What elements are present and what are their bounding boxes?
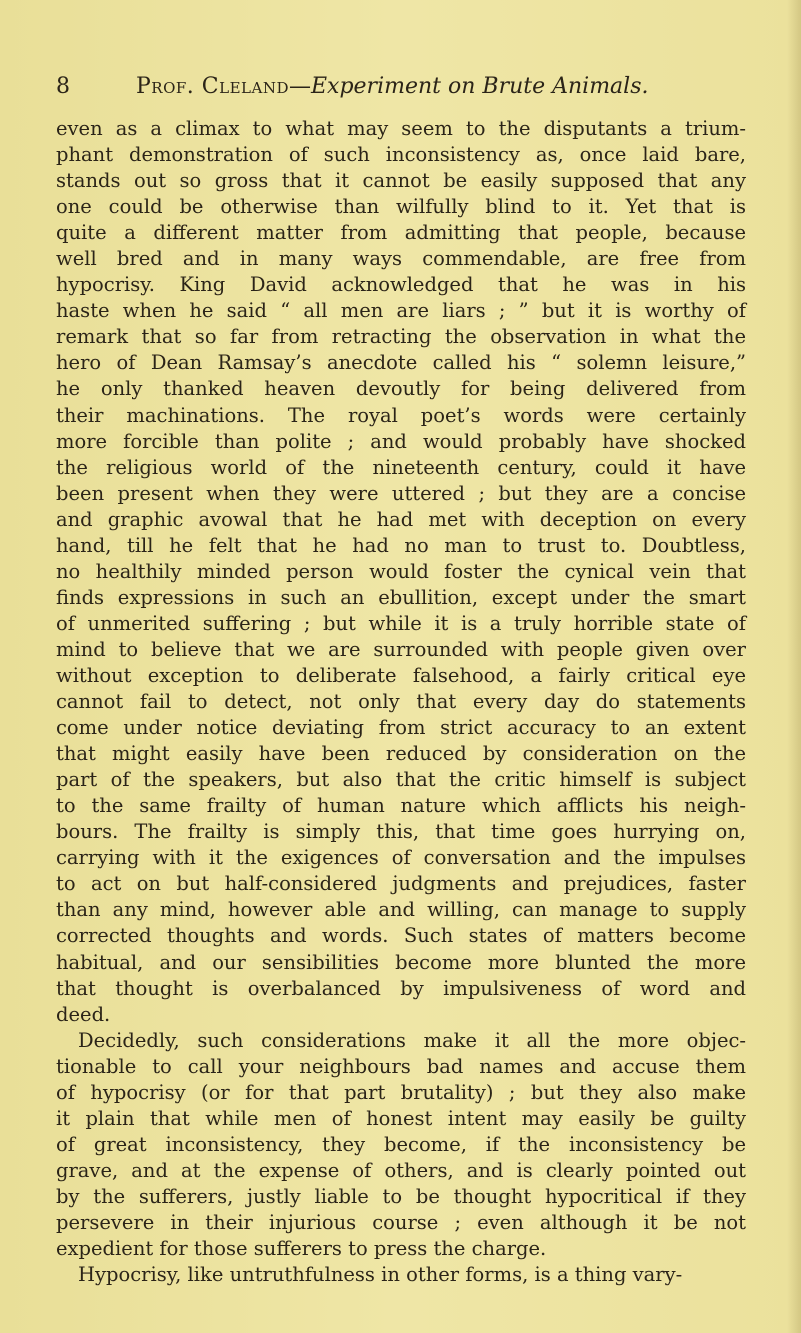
text-line: stands out so gross that it cannot be easily supposed that any <box>56 169 746 193</box>
text-line: haste when he said “ all men are liars ; ” but it is worthy of <box>56 299 746 323</box>
text-line: been present when they were uttered ; but they are a concise <box>56 481 746 505</box>
text-line: their machinations. The royal poet’s words were certainly <box>56 403 746 427</box>
page-number: 8 <box>56 74 70 99</box>
header-dash: — <box>288 74 311 99</box>
text-line: grave, and at the expense of others, and is clearly pointed out <box>56 1158 746 1182</box>
text-line: of great inconsistency, they become, if the inconsistency be <box>56 1132 746 1156</box>
text-line: that thought is overbalanced by impulsiveness of word and <box>56 976 746 1000</box>
text-line: no healthily minded person would foster the cynical vein that <box>56 559 746 583</box>
text-line: than any mind, however able and willing, can manage to supply <box>56 898 746 922</box>
text-line: mind to believe that we are surrounded with people given over <box>56 637 746 661</box>
text-line: without exception to deliberate falsehood, a fairly critical eye <box>56 663 746 687</box>
text-line: to act on but half-considered judgments and prejudices, faster <box>56 872 746 896</box>
text-line: he only thanked heaven devoutly for being delivered from <box>56 377 746 401</box>
text-line: hand, till he felt that he had no man to trust to. Doubtless, <box>56 533 746 557</box>
text-line: habitual, and our sensibilities become more blunted the more <box>56 950 746 974</box>
body-text <box>56 116 746 1288</box>
text-line: of hypocrisy (or for that part brutality) ; but they also make <box>56 1080 746 1104</box>
text-line: phant demonstration of such inconsistency as, once laid bare, <box>56 143 746 167</box>
running-header <box>56 74 761 99</box>
text-line: hero of Dean Ramsay’s anecdote called his “ solemn leisure,” <box>56 351 746 375</box>
text-line: to the same frailty of human nature which afflicts his neigh- <box>56 794 746 818</box>
paragraph <box>56 1028 746 1262</box>
text-line: and graphic avowal that he had met with deception on every <box>56 507 746 531</box>
text-line: part of the speakers, but also that the critic himself is subject <box>56 768 746 792</box>
header-title: Experiment on Brute Animals. <box>310 74 649 99</box>
text-line: finds expressions in such an ebullition, except under the smart <box>56 585 746 609</box>
paragraph <box>56 1262 746 1288</box>
page-edge-shadow <box>787 0 801 1333</box>
text-line: remark that so far from retracting the observation in what the <box>56 325 746 349</box>
text-line: expedient for those sufferers to press the charge. <box>56 1237 547 1261</box>
text-line: Hypocrisy, like untruthfulness in other forms, is a thing vary- <box>78 1263 683 1287</box>
text-line: of unmerited suffering ; but while it is a truly horrible state of <box>56 611 746 635</box>
text-line: well bred and in many ways commendable, are free from <box>56 247 746 271</box>
text-line: carrying with it the exigences of conversation and the impulses <box>56 846 746 870</box>
text-line: come under notice deviating from strict accuracy to an extent <box>56 716 746 740</box>
text-line: corrected thoughts and words. Such states of matters become <box>56 924 746 948</box>
text-line: persevere in their injurious course ; even although it be not <box>56 1210 746 1234</box>
header-author: Prof. Cleland <box>136 74 289 99</box>
text-line: tionable to call your neighbours bad names and accuse them <box>56 1054 746 1078</box>
text-line: even as a climax to what may seem to the disputants a trium- <box>56 117 746 140</box>
text-line: hypocrisy. King David acknowledged that he was in his <box>56 273 746 297</box>
text-line: one could be otherwise than wilfully blind to it. Yet that is <box>56 195 746 219</box>
text-line: by the sufferers, justly liable to be thought hypocritical if they <box>56 1184 746 1208</box>
text-line: the religious world of the nineteenth century, could it have <box>56 455 746 479</box>
text-line: cannot fail to detect, not only that every day do statements <box>56 690 746 714</box>
text-line: deed. <box>56 1002 111 1026</box>
text-line: more forcible than polite ; and would probably have shocked <box>56 429 746 453</box>
paragraph <box>56 116 746 1028</box>
text-line: it plain that while men of honest intent may easily be guilty <box>56 1106 746 1130</box>
text-line: Decidedly, such considerations make it all the more objec- <box>78 1028 746 1052</box>
text-line: that might easily have been reduced by consideration on the <box>56 742 746 766</box>
text-line: bours. The frailty is simply this, that time goes hurrying on, <box>56 820 746 844</box>
text-line: quite a different matter from admitting that people, because <box>56 221 746 245</box>
